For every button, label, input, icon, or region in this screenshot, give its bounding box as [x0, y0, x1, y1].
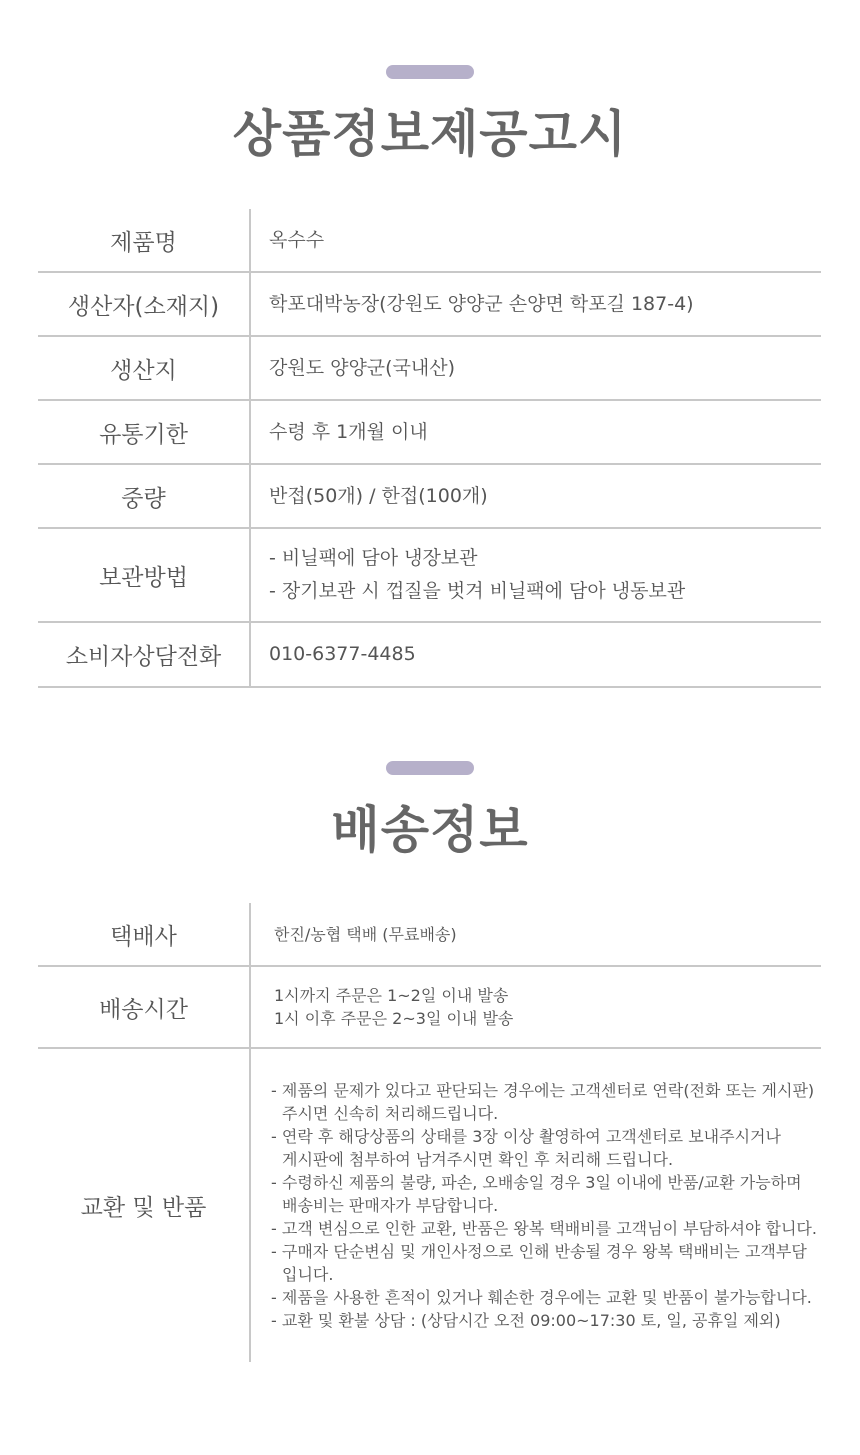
value-line: 한진/농협 택배 (무료배송): [274, 924, 457, 944]
value-line: 옥수수: [269, 228, 325, 251]
row-label: 교환 및 반품: [80, 1195, 207, 1221]
value-line: 게시판에 첨부하여 남겨주시면 확인 후 처리해 드립니다.: [282, 1150, 674, 1169]
row-value: [249, 623, 821, 686]
table-row: [38, 337, 821, 401]
value-line: - 고객 변심으로 인한 교환, 반품은 왕복 택배비를 고객님이 부담하셔야 합니다.: [271, 1219, 817, 1238]
row-value: [249, 465, 821, 527]
value-line: 1시 이후 주문은 2~3일 이내 발송: [274, 1009, 514, 1028]
value-line: 반접(50개) / 한접(100개): [269, 484, 488, 507]
row-label: 제품명: [110, 229, 177, 256]
row-value: [249, 967, 821, 1047]
value-line: 학포대박농장(강원도 양양군 손양면 학포길 187-4): [269, 292, 694, 315]
value-line: - 장기보관 시 껍질을 벗겨 비닐팩에 담아 냉동보관: [269, 580, 686, 602]
row-label: 중량: [121, 485, 166, 512]
value-line: 배송비는 판매자가 부담합니다.: [282, 1196, 499, 1215]
value-line: 수령 후 1개월 이내: [269, 420, 428, 443]
section-accent-bar: [386, 65, 474, 79]
row-value: [249, 209, 821, 271]
value-line: 강원도 양양군(국내산): [269, 356, 456, 379]
row-label: 유통기한: [99, 421, 188, 448]
row-label: 배송시간: [99, 996, 188, 1023]
row-label: 택배사: [110, 923, 177, 950]
row-value: [249, 401, 821, 463]
table-row: [38, 623, 821, 688]
row-value: [249, 1049, 821, 1362]
row-value: [249, 903, 821, 965]
row-label: 소비자상담전화: [65, 644, 222, 670]
table-row: [38, 209, 821, 273]
delivery-info-table: [38, 903, 821, 1362]
table-row: [38, 1049, 821, 1362]
value-line: - 연락 후 해당상품의 상태를 3장 이상 촬영하여 고객센터로 보내주시거나: [271, 1127, 781, 1146]
row-label: 생산자(소재지): [67, 293, 220, 320]
value-line: 주시면 신속히 처리해드립니다.: [282, 1104, 499, 1123]
row-value: [249, 273, 821, 335]
value-line: 입니다.: [282, 1265, 334, 1284]
row-value: [249, 529, 821, 621]
table-row: [38, 903, 821, 967]
row-value: [249, 337, 821, 399]
table-row: [38, 465, 821, 529]
table-row: [38, 273, 821, 337]
row-label: 생산지: [110, 357, 177, 384]
value-line: - 비닐팩에 담아 냉장보관: [269, 547, 478, 569]
value-line: - 교환 및 환불 상담 : (상담시간 오전 09:00~17:30 토, 일, 공휴일 제외): [271, 1311, 781, 1330]
table-row: [38, 529, 821, 623]
value-line: 1시까지 주문은 1~2일 이내 발송: [274, 986, 509, 1005]
value-line: 010-6377-4485: [269, 643, 416, 665]
value-line: - 구매자 단순변심 및 개인사정으로 인해 반송될 경우 왕복 택배비는 고객부담: [271, 1242, 807, 1261]
table-row: [38, 967, 821, 1049]
row-label: 보관방법: [99, 564, 188, 591]
delivery-info-title: 배송정보: [331, 801, 529, 859]
product-info-table: [38, 209, 821, 688]
product-info-title: 상품정보제공고시: [232, 105, 628, 163]
section-accent-bar: [386, 761, 474, 775]
table-row: [38, 401, 821, 465]
value-line: - 제품의 문제가 있다고 판단되는 경우에는 고객센터로 연락(전화 또는 게시판): [271, 1081, 815, 1100]
value-line: - 제품을 사용한 흔적이 있거나 훼손한 경우에는 교환 및 반품이 불가능합니다.: [271, 1288, 812, 1307]
value-line: - 수령하신 제품의 불량, 파손, 오배송일 경우 3일 이내에 반품/교환 가능하며: [271, 1173, 802, 1192]
